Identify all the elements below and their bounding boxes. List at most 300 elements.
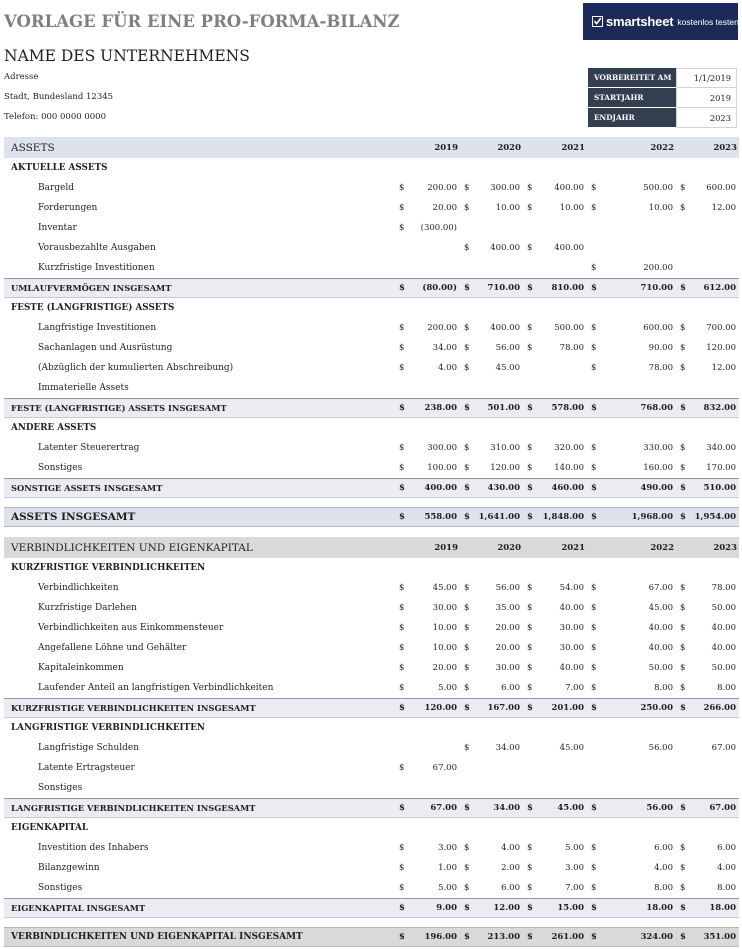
amount-cell (460, 928, 523, 946)
amount-value: 4.00 (654, 863, 673, 873)
grand-total-row (4, 507, 739, 527)
amount-cell (395, 238, 460, 258)
row-label: EIGENKAPITAL INSGESAMT (11, 903, 146, 913)
amount-value: 34.00 (495, 743, 520, 753)
currency-symbol: $ (399, 803, 405, 813)
amount-cell (523, 618, 587, 638)
currency-symbol: $ (464, 843, 470, 853)
line-item-row (4, 178, 739, 198)
row-label: Bargeld (38, 183, 75, 193)
amount-value: 1.00 (438, 863, 457, 873)
amount-cell (395, 878, 460, 898)
amount-value: 30.00 (559, 623, 584, 633)
section-title: ASSETS (11, 141, 55, 154)
currency-symbol: $ (591, 203, 597, 213)
smartsheet-logo-button[interactable] (583, 3, 738, 40)
amount-value: 1,641.00 (478, 512, 520, 522)
row-label: SONSTIGE ASSETS INSGESAMT (11, 483, 163, 493)
amount-value: 7.00 (565, 683, 584, 693)
info-value: 1/1/2019 (676, 68, 737, 88)
currency-symbol: $ (464, 343, 470, 353)
line-item-row (4, 198, 739, 218)
amount-cell (587, 618, 676, 638)
currency-symbol: $ (464, 683, 470, 693)
amount-cell (676, 838, 739, 858)
amount-cell (460, 479, 523, 497)
amount-value: 100.00 (427, 463, 457, 473)
amount-cell (523, 198, 587, 218)
amount-cell (460, 758, 523, 778)
amount-value: 10.00 (432, 623, 457, 633)
currency-symbol: $ (527, 483, 533, 493)
currency-symbol: $ (464, 512, 470, 522)
currency-symbol: $ (591, 183, 597, 193)
amount-cell (676, 658, 739, 678)
group-title: ANDERE ASSETS (11, 423, 97, 433)
amount-cell (587, 508, 676, 526)
amount-value: 320.00 (554, 443, 584, 453)
amount-cell (460, 838, 523, 858)
amount-value: 400.00 (554, 243, 584, 253)
amount-cell (523, 479, 587, 497)
row-label: Investition des Inhabers (38, 843, 149, 853)
currency-symbol: $ (399, 932, 405, 942)
amount-cell (523, 178, 587, 198)
amount-value: 12.00 (493, 903, 520, 913)
amount-value: 7.00 (565, 883, 584, 893)
currency-symbol: $ (464, 363, 470, 373)
logo-brand-text: smartsheet (606, 14, 674, 29)
amount-value: 40.00 (648, 623, 673, 633)
section-header-row (4, 137, 739, 158)
amount-value: 340.00 (706, 443, 736, 453)
amount-value: 56.00 (646, 803, 673, 813)
amount-cell (523, 878, 587, 898)
line-item-row (4, 738, 739, 758)
amount-value: 250.00 (640, 703, 673, 713)
amount-cell (676, 858, 739, 878)
amount-cell (395, 838, 460, 858)
amount-cell (460, 899, 523, 917)
currency-symbol: $ (680, 932, 686, 942)
group-title: FESTE (LANGFRISTIGE) ASSETS (11, 303, 175, 313)
currency-symbol: $ (527, 843, 533, 853)
amount-cell (676, 799, 739, 817)
group-title-row (4, 158, 739, 178)
currency-symbol: $ (680, 343, 686, 353)
phone-number: Telefon: 000 0000 0000 (4, 112, 106, 122)
amount-cell (523, 338, 587, 358)
amount-cell (523, 218, 587, 238)
amount-value: 78.00 (711, 583, 736, 593)
amount-cell (676, 758, 739, 778)
amount-value: 200.00 (643, 263, 673, 273)
currency-symbol: $ (464, 863, 470, 873)
currency-symbol: $ (464, 283, 470, 293)
amount-value: 600.00 (643, 323, 673, 333)
amount-cell (523, 899, 587, 917)
amount-cell (587, 758, 676, 778)
amount-cell (460, 178, 523, 198)
amount-value: 12.00 (711, 363, 736, 373)
currency-symbol: $ (399, 683, 405, 693)
currency-symbol: $ (464, 932, 470, 942)
amount-cell (587, 799, 676, 817)
currency-symbol: $ (680, 483, 686, 493)
amount-value: 501.00 (487, 403, 520, 413)
amount-value: 324.00 (640, 932, 673, 942)
amount-cell (460, 438, 523, 458)
amount-cell (676, 878, 739, 898)
currency-symbol: $ (399, 203, 405, 213)
currency-symbol: $ (464, 483, 470, 493)
amount-value: 238.00 (424, 403, 457, 413)
currency-symbol: $ (527, 323, 533, 333)
amount-value: 10.00 (559, 203, 584, 213)
currency-symbol: $ (527, 663, 533, 673)
amount-cell (395, 458, 460, 478)
amount-cell (523, 758, 587, 778)
amount-cell (587, 878, 676, 898)
line-item-row (4, 618, 739, 638)
amount-value: 40.00 (711, 643, 736, 653)
section-title: VERBINDLICHKEITEN UND EIGENKAPITAL (11, 541, 253, 554)
amount-cell (395, 399, 460, 417)
amount-cell (587, 198, 676, 218)
amount-cell (676, 338, 739, 358)
row-label: Langfristige Schulden (38, 743, 140, 753)
currency-symbol: $ (591, 643, 597, 653)
currency-symbol: $ (680, 203, 686, 213)
amount-value: 140.00 (554, 463, 584, 473)
currency-symbol: $ (591, 703, 597, 713)
amount-cell (395, 438, 460, 458)
amount-value: 8.00 (654, 683, 673, 693)
amount-value: 460.00 (551, 483, 584, 493)
row-label: Sachanlagen und Ausrüstung (38, 343, 173, 353)
group-total-row (4, 798, 739, 818)
line-item-row (4, 778, 739, 798)
amount-cell (523, 738, 587, 758)
amount-cell (460, 778, 523, 798)
line-item-row (4, 438, 739, 458)
amount-cell (395, 279, 460, 297)
year-header: 2020 (497, 542, 521, 553)
amount-value: 1,848.00 (542, 512, 584, 522)
amount-value: 213.00 (487, 932, 520, 942)
city-state-zip: Stadt, Bundesland 12345 (4, 92, 114, 102)
row-label: Bilanzgewinn (38, 863, 100, 873)
amount-cell (587, 598, 676, 618)
currency-symbol: $ (680, 583, 686, 593)
currency-symbol: $ (464, 443, 470, 453)
amount-cell (676, 238, 739, 258)
year-header: 2021 (561, 142, 585, 153)
amount-cell (460, 338, 523, 358)
amount-cell (460, 218, 523, 238)
currency-symbol: $ (464, 883, 470, 893)
amount-cell (523, 658, 587, 678)
currency-symbol: $ (591, 583, 597, 593)
currency-symbol: $ (680, 683, 686, 693)
amount-cell (587, 358, 676, 378)
amount-value: 810.00 (551, 283, 584, 293)
amount-value: 35.00 (495, 603, 520, 613)
amount-value: 67.00 (709, 803, 736, 813)
amount-cell (523, 458, 587, 478)
amount-value: 45.00 (432, 583, 457, 593)
amount-cell (395, 928, 460, 946)
currency-symbol: $ (680, 323, 686, 333)
amount-cell (395, 218, 460, 238)
currency-symbol: $ (399, 443, 405, 453)
amount-cell (523, 928, 587, 946)
amount-cell (523, 318, 587, 338)
group-title: AKTUELLE ASSETS (11, 163, 108, 173)
info-label: ENDJAHR (588, 108, 676, 128)
year-header: 2022 (650, 542, 674, 553)
amount-cell (676, 279, 739, 297)
row-label: VERBINDLICHKEITEN UND EIGENKAPITAL INSGESAMT (11, 932, 303, 942)
currency-symbol: $ (591, 483, 597, 493)
amount-value: 490.00 (640, 483, 673, 493)
row-label: Verbindlichkeiten aus Einkommensteuer (38, 623, 224, 633)
group-title-row (4, 718, 739, 738)
amount-value: 558.00 (424, 512, 457, 522)
amount-value: 45.00 (495, 363, 520, 373)
amount-cell (395, 318, 460, 338)
row-label: Immaterielle Assets (38, 383, 129, 393)
amount-cell (523, 238, 587, 258)
amount-value: 9.00 (436, 903, 457, 913)
amount-cell (523, 699, 587, 717)
amount-value: 710.00 (640, 283, 673, 293)
currency-symbol: $ (591, 443, 597, 453)
currency-symbol: $ (464, 663, 470, 673)
amount-value: 200.00 (427, 323, 457, 333)
group-title: KURZFRISTIGE VERBINDLICHKEITEN (11, 563, 206, 573)
amount-cell (460, 738, 523, 758)
row-label: Kurzfristige Investitionen (38, 263, 155, 273)
currency-symbol: $ (527, 183, 533, 193)
info-value: 2023 (676, 108, 737, 128)
amount-value: 330.00 (643, 443, 673, 453)
currency-symbol: $ (527, 583, 533, 593)
amount-cell (676, 738, 739, 758)
currency-symbol: $ (591, 623, 597, 633)
amount-value: 500.00 (554, 323, 584, 333)
amount-cell (587, 338, 676, 358)
amount-cell (460, 318, 523, 338)
amount-cell (395, 378, 460, 398)
amount-value: 30.00 (559, 643, 584, 653)
currency-symbol: $ (464, 183, 470, 193)
currency-symbol: $ (527, 603, 533, 613)
amount-cell (587, 258, 676, 278)
amount-cell (676, 358, 739, 378)
amount-value: 67.00 (432, 763, 457, 773)
amount-value: 5.00 (565, 843, 584, 853)
amount-value: 78.00 (559, 343, 584, 353)
group-title-row (4, 818, 739, 838)
row-label: Sonstiges (38, 463, 83, 473)
currency-symbol: $ (591, 263, 597, 273)
row-label: Kurzfristige Darlehen (38, 603, 137, 613)
amount-cell (676, 598, 739, 618)
amount-value: 6.00 (654, 843, 673, 853)
currency-symbol: $ (464, 463, 470, 473)
amount-cell (460, 399, 523, 417)
amount-value: 40.00 (648, 643, 673, 653)
line-item-row (4, 878, 739, 898)
group-title-row (4, 558, 739, 578)
amount-cell (587, 928, 676, 946)
amount-cell (460, 238, 523, 258)
amount-cell (523, 778, 587, 798)
line-item-row (4, 838, 739, 858)
amount-cell (587, 778, 676, 798)
amount-value: 20.00 (432, 203, 457, 213)
group-title: LANGFRISTIGE VERBINDLICHKEITEN (11, 723, 205, 733)
amount-value: 400.00 (554, 183, 584, 193)
amount-cell (676, 479, 739, 497)
row-label: Sonstiges (38, 783, 83, 793)
amount-cell (676, 438, 739, 458)
row-label: Inventar (38, 223, 77, 233)
currency-symbol: $ (399, 763, 405, 773)
group-title-row (4, 298, 739, 318)
currency-symbol: $ (464, 903, 470, 913)
currency-symbol: $ (464, 203, 470, 213)
info-row-start-year (588, 88, 737, 108)
currency-symbol: $ (399, 583, 405, 593)
currency-symbol: $ (591, 683, 597, 693)
amount-value: 3.00 (565, 863, 584, 873)
amount-value: 12.00 (711, 203, 736, 213)
currency-symbol: $ (680, 863, 686, 873)
amount-cell (676, 198, 739, 218)
amount-cell (676, 618, 739, 638)
amount-value: 10.00 (432, 643, 457, 653)
line-item-row (4, 678, 739, 698)
group-total-row (4, 398, 739, 418)
currency-symbol: $ (591, 883, 597, 893)
amount-value: (300.00) (420, 223, 457, 233)
amount-value: 54.00 (559, 583, 584, 593)
amount-cell (395, 178, 460, 198)
amount-value: 710.00 (487, 283, 520, 293)
currency-symbol: $ (680, 403, 686, 413)
currency-symbol: $ (591, 932, 597, 942)
currency-symbol: $ (591, 512, 597, 522)
currency-symbol: $ (464, 243, 470, 253)
amount-cell (460, 658, 523, 678)
amount-value: 4.00 (438, 363, 457, 373)
amount-cell (395, 338, 460, 358)
amount-cell (460, 878, 523, 898)
year-header: 2019 (434, 142, 458, 153)
line-item-row (4, 858, 739, 878)
amount-value: (80.00) (422, 283, 457, 293)
currency-symbol: $ (399, 323, 405, 333)
currency-symbol: $ (591, 803, 597, 813)
line-item-row (4, 458, 739, 478)
row-label: ASSETS INSGESAMT (11, 511, 136, 523)
amount-cell (676, 318, 739, 338)
currency-symbol: $ (527, 863, 533, 873)
amount-cell (676, 378, 739, 398)
currency-symbol: $ (399, 703, 405, 713)
amount-cell (395, 358, 460, 378)
info-label: VORBEREITET AM (588, 68, 676, 88)
amount-cell (523, 799, 587, 817)
amount-cell (395, 198, 460, 218)
amount-value: 832.00 (703, 403, 736, 413)
amount-cell (395, 508, 460, 526)
address-line: Adresse (4, 72, 39, 82)
currency-symbol: $ (527, 343, 533, 353)
amount-cell (587, 738, 676, 758)
amount-value: 56.00 (495, 583, 520, 593)
amount-cell (676, 178, 739, 198)
currency-symbol: $ (399, 483, 405, 493)
amount-cell (460, 618, 523, 638)
currency-symbol: $ (527, 283, 533, 293)
amount-value: 34.00 (493, 803, 520, 813)
currency-symbol: $ (527, 703, 533, 713)
row-label: FESTE (LANGFRISTIGE) ASSETS INSGESAMT (11, 403, 227, 413)
amount-value: 40.00 (711, 623, 736, 633)
currency-symbol: $ (464, 603, 470, 613)
amount-cell (395, 258, 460, 278)
amount-cell (460, 598, 523, 618)
row-spacer (4, 498, 739, 507)
amount-cell (676, 678, 739, 698)
group-total-row (4, 898, 739, 918)
row-label: KURZFRISTIGE VERBINDLICHKEITEN INSGESAMT (11, 703, 256, 713)
amount-cell (460, 578, 523, 598)
currency-symbol: $ (527, 803, 533, 813)
currency-symbol: $ (464, 643, 470, 653)
amount-cell (460, 358, 523, 378)
currency-symbol: $ (399, 883, 405, 893)
amount-value: 510.00 (703, 483, 736, 493)
currency-symbol: $ (527, 683, 533, 693)
section-spacer (4, 527, 739, 537)
currency-symbol: $ (464, 703, 470, 713)
amount-cell (587, 279, 676, 297)
amount-cell (395, 699, 460, 717)
amount-value: 45.00 (559, 743, 584, 753)
amount-value: 261.00 (551, 932, 584, 942)
amount-value: 1,954.00 (694, 512, 736, 522)
amount-cell (395, 858, 460, 878)
row-spacer (4, 918, 739, 927)
amount-value: 8.00 (654, 883, 673, 893)
currency-symbol: $ (527, 903, 533, 913)
amount-value: 351.00 (703, 932, 736, 942)
amount-cell (587, 318, 676, 338)
amount-value: 45.00 (557, 803, 584, 813)
currency-symbol: $ (591, 403, 597, 413)
currency-symbol: $ (527, 643, 533, 653)
amount-cell (587, 638, 676, 658)
amount-value: 10.00 (648, 203, 673, 213)
currency-symbol: $ (464, 803, 470, 813)
amount-cell (523, 399, 587, 417)
amount-cell (523, 438, 587, 458)
amount-value: 15.00 (557, 903, 584, 913)
